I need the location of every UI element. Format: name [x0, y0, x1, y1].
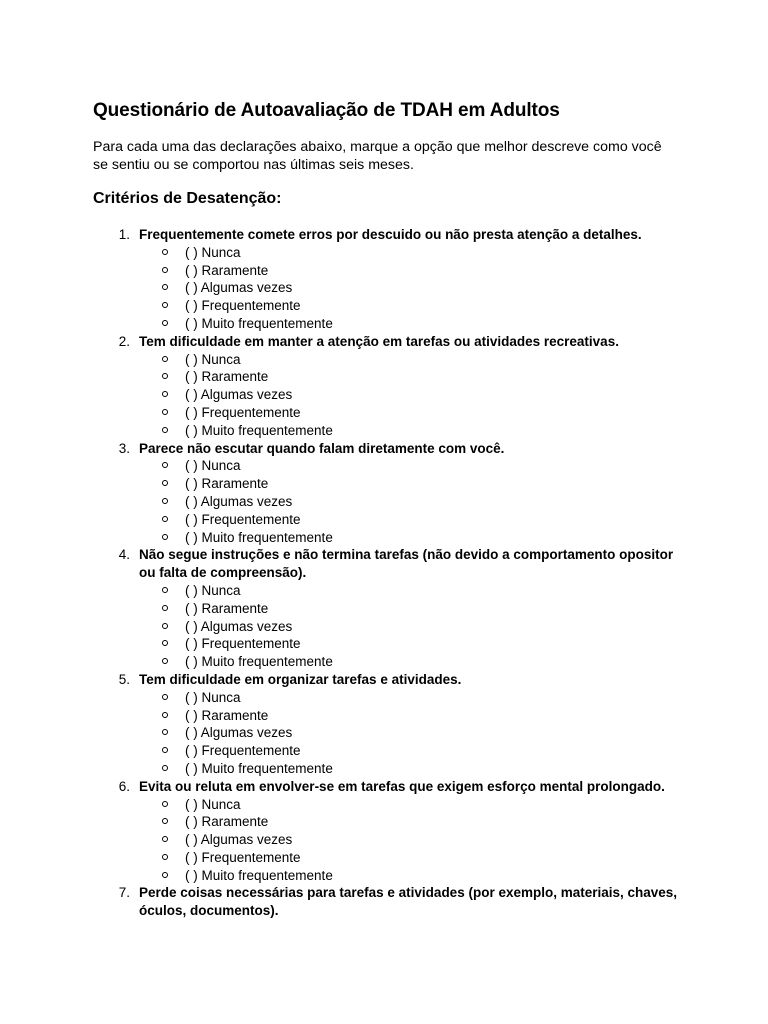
answer-option[interactable] [93, 742, 683, 760]
hollow-circle-bullet-icon [162, 516, 168, 522]
question-number: 2. [118, 333, 130, 349]
hollow-circle-bullet-icon [162, 623, 168, 629]
answer-option-label: ( ) Frequentemente [185, 743, 301, 759]
answer-option[interactable] [93, 582, 683, 600]
answer-option-list [93, 351, 683, 440]
hollow-circle-bullet-icon [162, 854, 168, 860]
answer-option[interactable] [93, 368, 683, 386]
hollow-circle-bullet-icon [162, 801, 168, 807]
answer-option-label: ( ) Frequentemente [185, 511, 301, 527]
answer-option-label: ( ) Frequentemente [185, 298, 301, 314]
answer-option-label: ( ) Frequentemente [185, 636, 301, 652]
question-text: Tem dificuldade em organizar tarefas e atividades. [139, 671, 462, 687]
hollow-circle-bullet-icon [162, 587, 168, 593]
question-number: 5. [118, 671, 130, 687]
answer-option-label: ( ) Muito frequentemente [185, 422, 333, 438]
answer-option-label: ( ) Raramente [185, 369, 269, 385]
answer-option-label: ( ) Muito frequentemente [185, 654, 333, 670]
answer-option-label: ( ) Raramente [185, 707, 269, 723]
answer-option-label: ( ) Algumas vezes [185, 618, 293, 634]
answer-option-label: ( ) Nunca [185, 351, 241, 367]
answer-option-label: ( ) Algumas vezes [185, 493, 293, 509]
answer-option-label: ( ) Algumas vezes [185, 387, 293, 403]
hollow-circle-bullet-icon [162, 302, 168, 308]
answer-option-list [93, 689, 683, 778]
intro-paragraph: Para cada uma das declarações abaixo, marque a opção que melhor descreve como você se sentiu ou se comportou nas últimas seis meses. [93, 139, 662, 173]
answer-option-label: ( ) Algumas vezes [185, 725, 293, 741]
answer-option[interactable] [93, 689, 683, 707]
answer-option[interactable] [93, 457, 683, 475]
answer-option-label: ( ) Raramente [185, 262, 269, 278]
answer-option[interactable] [93, 262, 683, 280]
answer-option-label: ( ) Nunca [185, 582, 241, 598]
answer-option[interactable] [93, 724, 683, 742]
answer-option[interactable] [93, 475, 683, 493]
answer-option[interactable] [93, 297, 683, 315]
hollow-circle-bullet-icon [162, 836, 168, 842]
question-number: 7. [118, 885, 130, 901]
section-title: Critérios de Desatenção: [93, 190, 282, 207]
answer-option-label: ( ) Muito frequentemente [185, 760, 333, 776]
hollow-circle-bullet-icon [162, 729, 168, 735]
answer-option[interactable] [93, 351, 683, 369]
answer-option-label: ( ) Nunca [185, 244, 241, 260]
question-number: 1. [118, 227, 130, 242]
hollow-circle-bullet-icon [162, 373, 168, 379]
hollow-circle-bullet-icon [162, 462, 168, 468]
question-item [93, 884, 683, 920]
hollow-circle-bullet-icon [162, 356, 168, 362]
question-number: 6. [118, 778, 130, 794]
answer-option-label: ( ) Muito frequentemente [185, 315, 333, 331]
answer-option[interactable] [93, 244, 683, 262]
answer-option-label: ( ) Raramente [185, 476, 269, 492]
hollow-circle-bullet-icon [162, 267, 168, 273]
answer-option[interactable] [93, 386, 683, 404]
hollow-circle-bullet-icon [162, 284, 168, 290]
answer-option[interactable] [93, 618, 683, 636]
answer-option[interactable] [93, 831, 683, 849]
hollow-circle-bullet-icon [162, 712, 168, 718]
answer-option[interactable] [93, 813, 683, 831]
hollow-circle-bullet-icon [162, 765, 168, 771]
answer-option-label: ( ) Muito frequentemente [185, 867, 333, 883]
answer-option-list [93, 244, 683, 333]
answer-option-label: ( ) Muito frequentemente [185, 529, 333, 545]
page-title: Questionário de Autoavaliação de TDAH em Adultos [93, 100, 560, 121]
hollow-circle-bullet-icon [162, 391, 168, 397]
question-item [93, 226, 683, 333]
answer-option[interactable] [93, 493, 683, 511]
hollow-circle-bullet-icon [162, 747, 168, 753]
answer-option[interactable] [93, 760, 683, 778]
question-item [93, 333, 683, 440]
hollow-circle-bullet-icon [162, 818, 168, 824]
answer-option[interactable] [93, 796, 683, 814]
hollow-circle-bullet-icon [162, 872, 168, 878]
answer-option[interactable] [93, 849, 683, 867]
question-item [93, 778, 683, 885]
question-item [93, 546, 683, 671]
question-text: Perde coisas necessárias para tarefas e atividades (por exemplo, materiais, chaves, óculos, documentos). [139, 885, 678, 919]
answer-option[interactable] [93, 529, 683, 547]
hollow-circle-bullet-icon [162, 480, 168, 486]
answer-option-label: ( ) Algumas vezes [185, 832, 293, 848]
answer-option[interactable] [93, 315, 683, 333]
answer-option-label: ( ) Nunca [185, 458, 241, 474]
question-item [93, 440, 683, 547]
question-list [93, 226, 683, 920]
answer-option-label: ( ) Nunca [185, 689, 241, 705]
answer-option-label: ( ) Frequentemente [185, 404, 301, 420]
answer-option[interactable] [93, 635, 683, 653]
answer-option-list [93, 796, 683, 885]
question-text: Parece não escutar quando falam diretamente com você. [139, 440, 505, 456]
hollow-circle-bullet-icon [162, 605, 168, 611]
answer-option-label: ( ) Nunca [185, 796, 241, 812]
answer-option[interactable] [93, 511, 683, 529]
hollow-circle-bullet-icon [162, 658, 168, 664]
hollow-circle-bullet-icon [162, 320, 168, 326]
question-text: Frequentemente comete erros por descuido ou não presta atenção a detalhes. [139, 227, 642, 242]
answer-option[interactable] [93, 279, 683, 297]
answer-option-label: ( ) Frequentemente [185, 849, 301, 865]
question-number: 3. [118, 440, 130, 456]
hollow-circle-bullet-icon [162, 409, 168, 415]
hollow-circle-bullet-icon [162, 640, 168, 646]
answer-option[interactable] [93, 422, 683, 440]
hollow-circle-bullet-icon [162, 534, 168, 540]
question-item [93, 671, 683, 778]
answer-option-list [93, 582, 683, 671]
answer-option-label: ( ) Raramente [185, 814, 269, 830]
hollow-circle-bullet-icon [162, 498, 168, 504]
hollow-circle-bullet-icon [162, 694, 168, 700]
answer-option[interactable] [93, 600, 683, 618]
hollow-circle-bullet-icon [162, 427, 168, 433]
answer-option-label: ( ) Raramente [185, 600, 269, 616]
question-text: Não segue instruções e não termina tarefas (não devido a comportamento opositor ou falta de compreensão). [139, 547, 674, 581]
answer-option-list [93, 457, 683, 546]
answer-option[interactable] [93, 707, 683, 725]
question-text: Tem dificuldade em manter a atenção em tarefas ou atividades recreativas. [139, 333, 619, 349]
question-text: Evita ou reluta em envolver-se em tarefas que exigem esforço mental prolongado. [139, 778, 665, 794]
question-number: 4. [118, 547, 130, 563]
answer-option[interactable] [93, 404, 683, 422]
answer-option[interactable] [93, 867, 683, 885]
answer-option[interactable] [93, 653, 683, 671]
answer-option-label: ( ) Algumas vezes [185, 280, 293, 296]
hollow-circle-bullet-icon [162, 249, 168, 255]
